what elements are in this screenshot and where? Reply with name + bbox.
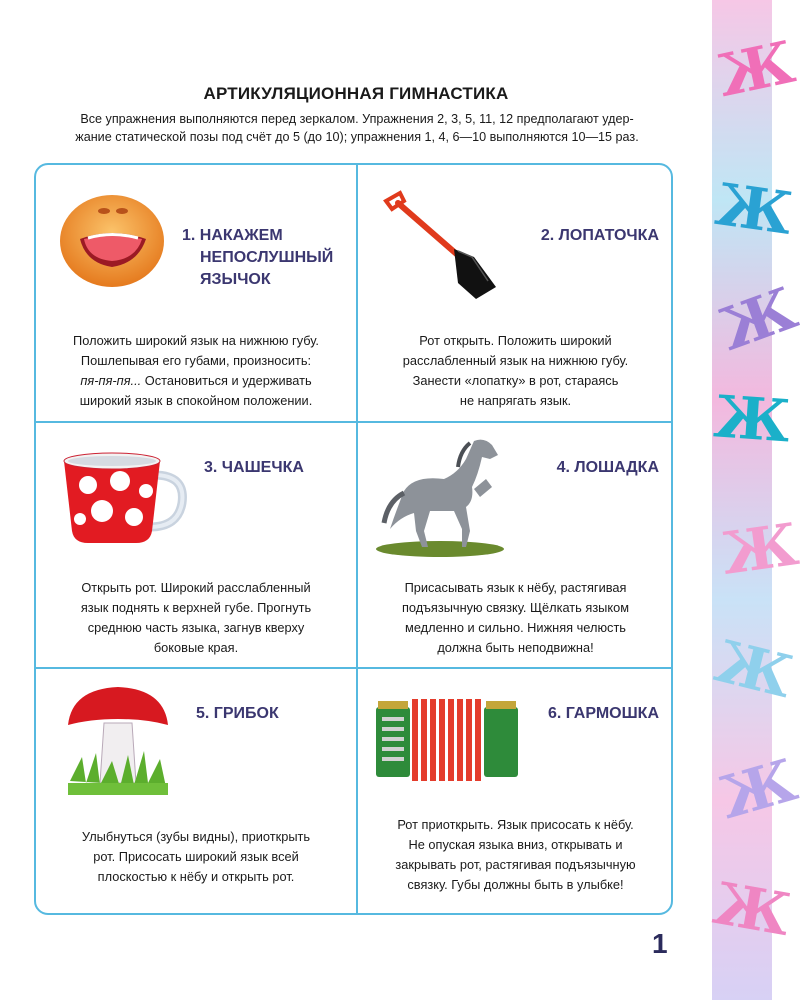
exercise-2-description: Рот открыть. Положить широкий расслабленный язык на нижнюю губу. Занести «лопатку» в рот, стараясь не напрягать язык. [402, 333, 629, 408]
exercise-2-title: 2. ЛОПАТОЧКА [540, 227, 659, 244]
exercise-6-description: Рот приоткрыть. Язык присосать к нёбу. Не опуская языка вниз, открывать и закрывать рот, растягивая подъязычную связку. Губы должны быть в улыбке! [395, 817, 636, 892]
exercise-card-2 [358, 165, 673, 421]
exercise-card-1 [36, 165, 356, 421]
intro-line-1: Все упражнения выполняются перед зеркалом. Упражнения 2, 3, 5, 11, 12 предполагают удер- [80, 112, 634, 126]
exercise-grid [34, 163, 673, 915]
exercise-card-5 [36, 669, 356, 915]
shovel-icon [378, 187, 518, 305]
exercise-5-description: Улыбнуться (зубы видны), приоткрыть рот. Присосать широкий язык всей плоскостью к нёбу и открыть рот. [81, 829, 311, 884]
exercise-6-title: 6. ГАРМОШКА [547, 705, 659, 722]
exercise-4-description: Присасывать язык к нёбу, растягивая подъязычную связку. Щёлкать языком медленно и сильно. Нижняя челюсть должна быть неподвижна! [401, 580, 630, 655]
mouth-tongue-icon [58, 193, 166, 289]
exercise-3-title: 3. ЧАШЕЧКА [204, 459, 304, 476]
intro-text [32, 110, 682, 146]
decorative-letter-border: Ж Ж Ж Ж Ж Ж Ж Ж [712, 0, 772, 1000]
page-number: 1 [652, 928, 668, 959]
exercise-4-title: 4. ЛОШАДКА [556, 459, 659, 476]
horse-icon [374, 431, 510, 561]
exercise-1-description: Положить широкий язык на нижнюю губу. Пошлепывая его губами, произносить: пя-пя-пя... Остановиться и удерживать широкий язык в спокойном положении. [73, 333, 319, 408]
accordion-icon [372, 693, 522, 783]
exercise-card-4 [358, 423, 673, 667]
intro-line-2: жание статической позы под счёт до 5 (до 10); упражнения 1, 4, 6—10 выполняются 10—15 раз. [75, 130, 639, 144]
mushroom-icon [66, 683, 170, 803]
cup-icon [58, 449, 190, 549]
page-title: АРТИКУЛЯЦИОННАЯ ГИМНАСТИКА [203, 84, 509, 103]
exercise-5-title: 5. ГРИБОК [196, 705, 279, 722]
exercise-card-3 [36, 423, 356, 667]
exercise-1-title: 1. НАКАЖЕМ НЕПОСЛУШНЫЙ ЯЗЫЧОК [182, 227, 334, 288]
exercise-card-6 [358, 669, 673, 915]
exercise-3-description: Открыть рот. Широкий расслабленный язык поднять к верхней губе. Прогнуть среднюю часть языка, загнув кверху боковые края. [80, 580, 312, 655]
